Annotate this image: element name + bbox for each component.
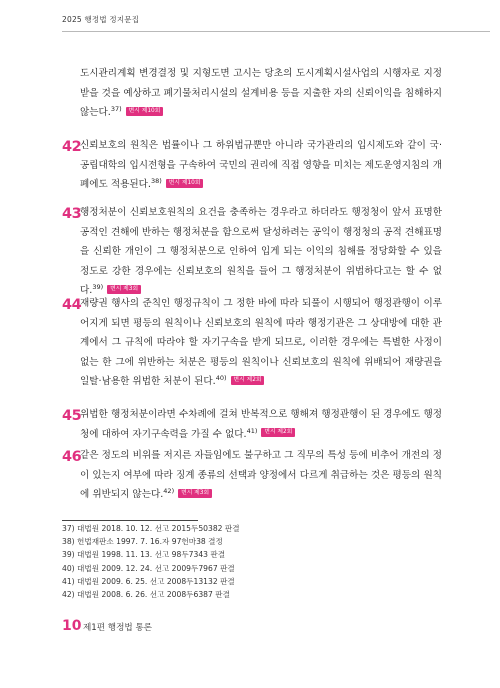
- page-number: 10: [62, 618, 82, 634]
- footnote-ref: 42): [163, 486, 175, 495]
- exam-badge: 변시 제3회: [178, 489, 212, 498]
- item-number: 44: [62, 297, 82, 313]
- item-number: 43: [62, 206, 82, 222]
- exam-badge: 변시 제10회: [166, 179, 204, 188]
- paragraph-45: [80, 405, 442, 444]
- paragraph-43: [80, 203, 442, 301]
- header-rule: [62, 31, 490, 32]
- exam-badge: 변시 제10회: [126, 107, 164, 116]
- footnote-item: 39) 대법원 1998. 11. 13. 선고 98두7343 판결: [62, 550, 226, 560]
- paragraph-continuation: [80, 64, 442, 123]
- paragraph-text: 신뢰보호의 원칙은 법률이나 그 하위법규뿐만 아니라 국가관리의 입시제도와 같이 국·공립대학의 입시전형을 구속하여 국민의 권리에 직접 영향을 미치는 제도운영지침의 개폐에도 적용된다.: [80, 140, 442, 190]
- footnote-ref: 41): [246, 426, 258, 435]
- paragraph-text: 행정처분이 신뢰보호원칙의 요건을 충족하는 경우라고 하더라도 행정청이 앞서 표명한 공적인 견해에 반하는 행정처분을 함으로써 달성하려는 공익이 행정청의 공적 견해표명을 신뢰한 개인이 그 행정처분으로 인하여 입게 되는 이익의 침해를 정당화할 수 있을 정도로 강한 경우에는 신뢰보호의 원칙을 들어 그 행정처분이 위법하다고는 할 수 없다.: [80, 207, 442, 296]
- footnote-item: 42) 대법원 2008. 6. 26. 선고 2008두6387 판결: [62, 590, 230, 600]
- chapter-title: 제1편 행정법 통론: [83, 623, 153, 633]
- exam-badge: 변시 제3회: [107, 285, 141, 294]
- footnote-item: 37) 대법원 2018. 10. 12. 선고 2015두50382 판결: [62, 524, 240, 533]
- paragraph-text: 위법한 행정처분이라면 수차례에 걸쳐 반복적으로 행해져 행정관행이 된 경우에도 행정청에 대하여 자기구속력을 가질 수 없다.: [80, 409, 442, 440]
- paragraph-text: 도시관리계획 변경결정 및 지형도면 고시는 당초의 도시계획시설사업의 시행자로 지정받을 것을 예상하고 폐기물처리시설의 설계비용 등을 지출한 자의 신뢰이익을 침해하지 않는다.: [80, 68, 442, 118]
- footnote-item: 38) 헌법재판소 1997. 7. 16.자 97헌마38 결정: [62, 537, 223, 547]
- paragraph-text: 같은 정도의 비위를 저지른 자들임에도 불구하고 그 직무의 특성 등에 비추어 개전의 정이 있는지 여부에 따라 징계 종류의 선택과 양정에서 다르게 취급하는 것은 평등의 원칙에 위반되지 않는다.: [80, 450, 442, 500]
- paragraph-text: 재량권 행사의 준칙인 행정규칙이 그 정한 바에 따라 되풀이 시행되어 행정관행이 이루어지게 되면 평등의 원칙이나 신뢰보호의 원칙에 따라 행정기관은 그 상대방에 대한 관계에서 그 규칙에 따라야 할 자기구속을 받게 되므로, 이러한 경우에는 특별한 사정이 없는 한 그에 위반하는 처분은 평등의 원칙이나 신뢰보호의 원칙에 위배되어 재량권을 일탈·남용한 위법한 처분이 된다.: [80, 298, 442, 387]
- paragraph-46: [80, 446, 442, 505]
- footnote-ref: 40): [215, 373, 227, 382]
- footnote-item: 40) 대법원 2009. 12. 24. 선고 2009두7967 판결: [62, 563, 235, 573]
- exam-badge: 변시 제2회: [261, 428, 295, 437]
- item-number: 46: [62, 449, 82, 465]
- item-number: 45: [62, 408, 82, 424]
- item-number: 42: [62, 139, 82, 155]
- running-header: 2025 행정법 정지문집: [62, 15, 140, 24]
- footnote-item: 41) 대법원 2009. 6. 25. 선고 2008두13132 판결: [62, 576, 235, 586]
- footnotes: [62, 522, 240, 601]
- footnote-ref: 39): [92, 282, 104, 291]
- paragraph-44: [80, 294, 442, 392]
- footnote-rule: [62, 520, 198, 521]
- footnote-ref: 38): [150, 176, 162, 185]
- exam-badge: 변시 제2회: [231, 376, 265, 385]
- paragraph-42: [80, 136, 442, 195]
- footnote-ref: 37): [110, 104, 122, 113]
